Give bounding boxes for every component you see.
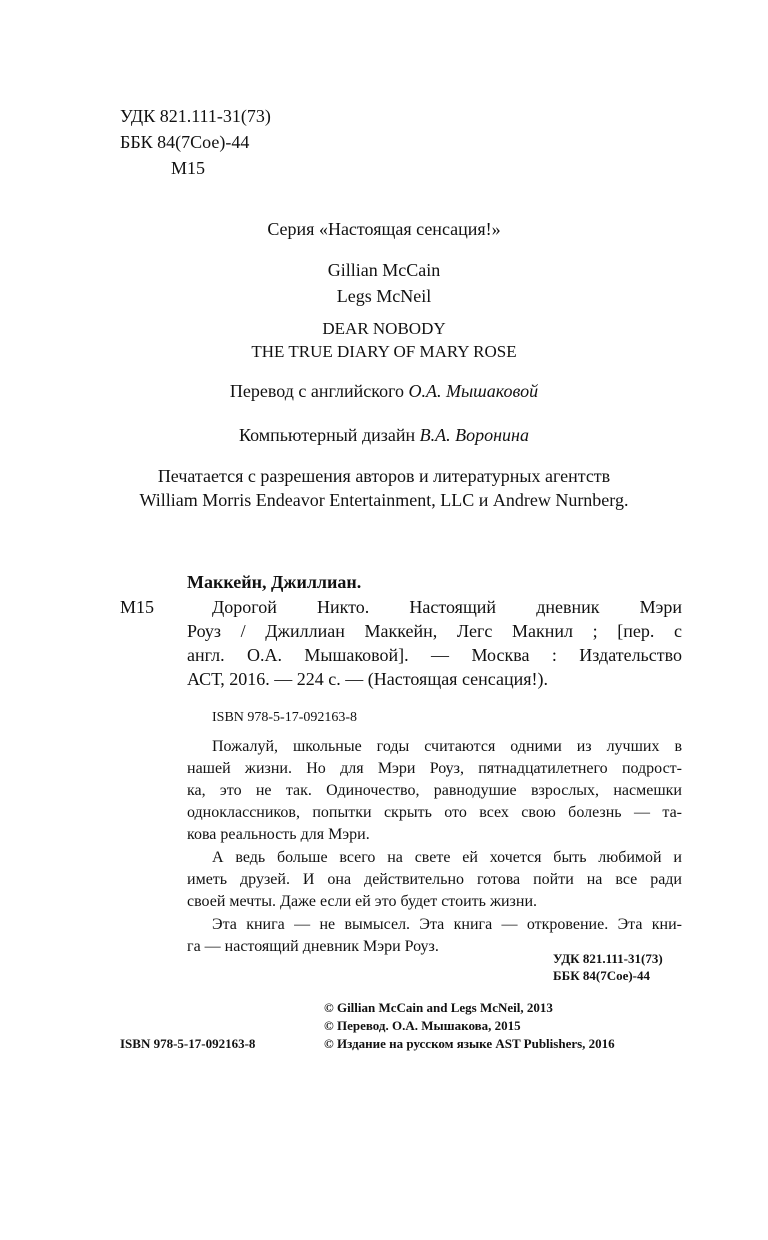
catalog-entry-line: Роуз / Джиллиан Маккейн, Легс Макнил ; [пер. с bbox=[187, 621, 682, 641]
catalog-entry-line: Дорогой Никто. Настоящий дневник Мэри bbox=[212, 597, 682, 617]
designer-name: В.А. Воронина bbox=[419, 425, 529, 445]
design-label: Компьютерный дизайн bbox=[239, 425, 416, 445]
annotation-line: своей мечты. Даже если ей это будет стоить жизни. bbox=[187, 893, 537, 910]
author-2: Legs McNeil bbox=[336, 286, 432, 306]
translation-credit bbox=[0, 380, 768, 402]
translation-label: Перевод с английского bbox=[229, 381, 404, 401]
copyright-line: © Издание на русском языке AST Publishers, 2016 bbox=[324, 1036, 615, 1051]
bottom-udk-code: УДК 821.111-31(73) bbox=[553, 951, 663, 966]
annotation-line: га — настоящий дневник Мэри Роуз. bbox=[187, 938, 439, 955]
copyright-line: © Перевод. О.А. Мышакова, 2015 bbox=[324, 1018, 521, 1033]
udk-code: УДК 821.111-31(73) bbox=[120, 106, 271, 126]
catalog-entry-line: АСТ, 2016. — 224 с. — (Настоящая сенсация!). bbox=[187, 669, 549, 689]
author-mark: М15 bbox=[171, 158, 206, 178]
bottom-bbk-code: ББК 84(7Сое)-44 bbox=[553, 968, 651, 983]
original-title-line-1: DEAR NOBODY bbox=[322, 319, 446, 338]
annotation-line: одноклассников, попытки скрыть ото всех свою болезнь — та- bbox=[187, 804, 682, 821]
annotation-line: А ведь больше всего на свете ей хочется быть любимой и bbox=[212, 849, 682, 866]
catalog-isbn: ISBN 978-5-17-092163-8 bbox=[212, 710, 358, 725]
annotation-line: нашей жизни. Но для Мэри Роуз, пятнадцатилетнего подрост- bbox=[187, 760, 682, 777]
translator-name: О.А. Мышаковой bbox=[408, 381, 539, 401]
permission-line-2: William Morris Endeavor Entertainment, LLC и Andrew Nurnberg. bbox=[139, 490, 629, 510]
annotation-line: Пожалуй, школьные годы считаются одними из лучших в bbox=[212, 738, 682, 755]
permission-line-1: Печатается с разрешения авторов и литературных агентств bbox=[157, 466, 611, 486]
annotation-line: кова реальность для Мэри. bbox=[187, 826, 370, 843]
author-1: Gillian McCain bbox=[327, 260, 441, 280]
series-title: Серия «Настоящая сенсация!» bbox=[267, 219, 501, 239]
catalog-heading: Маккейн, Джиллиан. bbox=[187, 572, 362, 592]
original-title-line-2: THE TRUE DIARY OF MARY ROSE bbox=[251, 342, 517, 361]
bbk-code: ББК 84(7Сое)-44 bbox=[120, 132, 250, 152]
catalog-entry-line: англ. О.А. Мышаковой]. — Москва : Издательство bbox=[187, 645, 682, 665]
annotation-line: иметь друзей. И она действительно готова пойти на все ради bbox=[187, 871, 682, 888]
annotation-line: Эта книга — не вымысел. Эта книга — откровение. Эта кни- bbox=[212, 916, 682, 933]
catalog-mark: М15 bbox=[120, 597, 155, 617]
annotation-line: ка, это не так. Одиночество, равнодушие взрослых, насмешки bbox=[187, 782, 682, 799]
footer-isbn: ISBN 978-5-17-092163-8 bbox=[120, 1036, 256, 1051]
design-credit bbox=[0, 424, 768, 446]
copyright-line: © Gillian McCain and Legs McNeil, 2013 bbox=[324, 1000, 553, 1015]
